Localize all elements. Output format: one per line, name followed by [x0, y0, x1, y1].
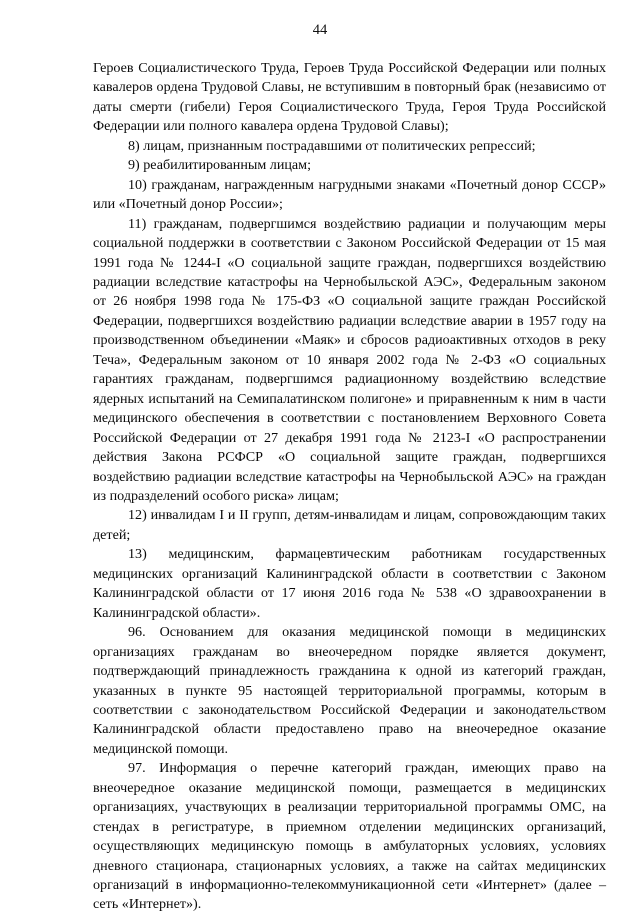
paragraph-item-10: 10) гражданам, награжденным нагрудными знаками «Почетный донор СССР» или «Почетный донор России»; — [93, 176, 606, 213]
paragraph-item-8: 8) лицам, признанным пострадавшими от политических репрессий; — [128, 137, 536, 154]
page-number: 44 — [312, 22, 328, 38]
paragraph-section-97: 97. Информация о перечне категорий граждан, имеющих право на внеочередное оказание медицинской помощи, размещается в медицинских организациях, участвующих в реализации территориальной программы ОМС, на стендах в регистратуре, в приемном отделении медицинских организаций, осуществляющих медицинскую помощь в амбулаторных условиях, условиях дневного стационара, стационарных условиях, а также на сайтах медицинских организаций в информационно-телекоммуникационной сети «Интернет» (далее – сеть «Интернет»). — [93, 760, 606, 913]
paragraph-item-9: 9) реабилитированным лицам; — [128, 157, 312, 174]
paragraph-item-12: 12) инвалидам I и II групп, детям-инвалидам и лицам, сопровождающим таких детей; — [93, 507, 606, 543]
paragraph-continuation: Героев Социалистического Труда, Героев Труда Российской Федерации или полных кавалеров ордена Трудовой Славы, не вступившим в повторный брак (независимо от даты смерти (гибели) Героя Социалистического Труда, Героя Труда Российской Федерации или полного кавалера ордена Трудовой Славы); — [93, 60, 606, 135]
document-body — [93, 59, 606, 915]
paragraph-item-13: 13) медицинским, фармацевтическим работникам государственных медицинских организаций Калининградской области в соответствии с Законом Калининградской области от 17 июня 2016 года № 538 «О здравоохранении в Калининградской области». — [93, 546, 606, 621]
paragraph-section-96: 96. Основанием для оказания медицинской помощи в медицинских организациях гражданам во внеочередном порядке является документ, подтверждающий принадлежность гражданина к одной из категорий граждан, указанных в пункте 95 настоящей территориальной программы, которым в соответствии с законодательством Российской Федерации и законодательством Калининградской области предоставлено право на внеочередное оказание медицинской помощи. — [93, 624, 606, 757]
paragraph-item-11: 11) гражданам, подвергшимся воздействию радиации и получающим меры социальной поддержки в соответствии с Законом Российской Федерации от 15 мая 1991 года № 1244-I «О социальной защите граждан, подвергшихся воздействию радиации вследствие катастрофы на Чернобыльской АЭС», Федеральным законом от 26 ноября 1998 года № 175-ФЗ «О социальной защите граждан Российской Федерации, подвергшихся воздействию радиации вследствие аварии в 1957 году на производственном объединении «Маяк» и сбросов радиоактивных отходов в реку Теча», Федеральным законом от 10 января 2002 года № 2-ФЗ «О социальных гарантиях гражданам, подвергшимся радиационному воздействию вследствие ядерных испытаний на Семипалатинском полигоне» и приравненным к ним в части медицинского обеспечения в соответствии с постановлением Верховного Совета Российской Федерации от 27 декабря 1991 года № 2123-I «О распространении действия Закона РСФСР «О социальной защите граждан, подвергшихся воздействию радиации вследствие катастрофы на Чернобыльской АЭС» на граждан из подразделений особого риска» лицам; — [93, 215, 606, 504]
